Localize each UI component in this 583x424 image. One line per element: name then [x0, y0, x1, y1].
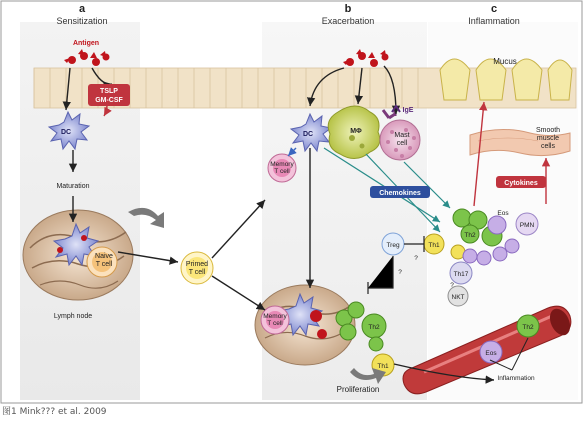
panel-b-letter: b [344, 3, 352, 15]
th2-label: Th2 [464, 232, 476, 239]
maturation-label: Maturation [56, 183, 90, 190]
mast-granule [408, 146, 412, 150]
nkt-label: NKT [451, 294, 465, 301]
memory-b-label-1: Memory [263, 313, 287, 320]
panel-c-letter: c [490, 3, 498, 15]
memory-a-label-2: T cell [274, 168, 290, 175]
vessel-th2-label: Th2 [522, 324, 534, 331]
mast-granule [386, 140, 390, 144]
panel-c-title: Inflammation [468, 16, 520, 26]
cytokines-label: Cytokines [504, 180, 538, 187]
naive-label-1: Naive [95, 253, 113, 260]
proliferation-label: Proliferation [336, 385, 380, 394]
memory-a-label-1: Memory [270, 161, 294, 168]
question-mark-1: ? [414, 255, 418, 262]
ln-th2-label: Th2 [368, 324, 380, 331]
chemokines-label: Chemokines [379, 190, 421, 197]
ln-th1-label: Th1 [377, 363, 389, 370]
gmcsf-label: GM-CSF [95, 97, 123, 104]
primed-t-cell [181, 252, 213, 284]
th1-label: Th1 [428, 242, 440, 249]
eos-label: Eos [497, 210, 509, 217]
mast-label-2: cell [396, 140, 408, 147]
panel-b-title: Exacerbation [321, 16, 375, 26]
primed-label-1: Primed [185, 261, 209, 268]
tslp-label: TSLP [100, 88, 118, 95]
mucus-label: Mucus [493, 57, 517, 66]
primed-label-2: T cell [188, 269, 206, 276]
smooth-label-2: muscle [536, 135, 560, 142]
dc-a-label: DC [60, 129, 72, 136]
pmn-label: PMN [519, 222, 535, 229]
smooth-label-3: cells [540, 143, 556, 150]
memory-b-label-2: T cell [267, 320, 283, 327]
ige-label: IgE [402, 107, 414, 114]
question-mark-2: ? [398, 269, 402, 276]
mast-granule [400, 154, 404, 158]
inflammation-label: Inflammation [497, 375, 535, 382]
lymph-node-label: Lymph node [53, 313, 93, 320]
smooth-label-1: Smooth [535, 127, 561, 134]
naive-label-2: T cell [95, 261, 113, 268]
figure-caption: 图1 Mink??? et al. 2009 [2, 407, 107, 417]
mast-granule [390, 130, 394, 134]
question-mark-3: ? [450, 282, 454, 289]
mast-granule [394, 148, 398, 152]
antigen-label: Antigen [72, 40, 100, 47]
dc-b-label: DC [302, 131, 314, 138]
vessel-eos-label: Eos [485, 350, 497, 357]
panel-a-letter: a [78, 3, 86, 15]
mast-label-1: Mast [394, 132, 410, 139]
macrophage-label: MΦ [350, 128, 362, 135]
th17-label: Th17 [453, 271, 469, 278]
mast-granule [412, 136, 416, 140]
treg-label: Treg [386, 242, 400, 249]
panel-a-title: Sensitization [56, 16, 108, 26]
